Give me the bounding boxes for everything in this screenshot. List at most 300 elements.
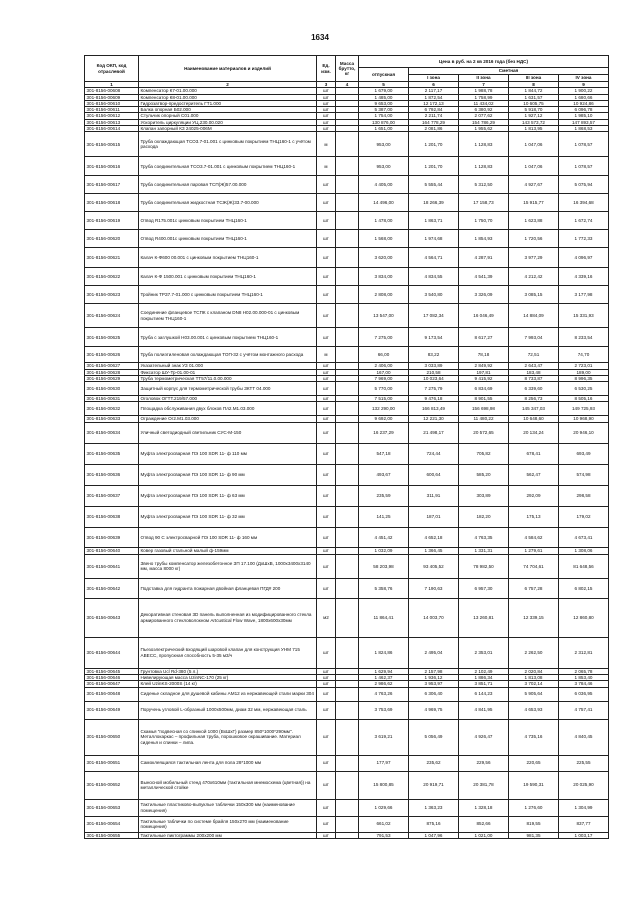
header-zone-1: I зона: [409, 75, 459, 82]
row-mass: [336, 637, 359, 668]
row-release-price: 11 864,41: [359, 598, 409, 637]
price-table: [84, 55, 609, 839]
row-code: 301-8156-00622: [85, 268, 139, 286]
row-release-price: 7 969,00: [359, 375, 409, 381]
row-price-zone-2: 1 758,99: [459, 94, 509, 100]
row-name: Сиденье складное для душевой кабины АМ12 из нержавеющей стали марки 304: [139, 687, 317, 701]
row-mass: [336, 157, 359, 176]
row-unit: м: [317, 132, 336, 157]
row-mass: [336, 212, 359, 230]
row-price-zone-2: 4 763,35: [459, 527, 509, 547]
row-name: Калач К-Ф 1500.001 с цинковым покрытием ТНЦ160-1: [139, 268, 317, 286]
row-price-zone-3: 292,09: [509, 485, 559, 506]
row-price-zone-2: 2 077,62: [459, 113, 509, 119]
row-price-zone-1: 311,91: [409, 485, 459, 506]
row-unit: шт: [317, 100, 336, 106]
row-price-zone-4: 20 025,90: [559, 771, 609, 799]
row-release-price: 953,00: [359, 132, 409, 157]
row-price-zone-1: 1 047,96: [409, 832, 459, 838]
row-price-zone-1: 3 033,89: [409, 363, 459, 369]
row-price-zone-3: 1 813,08: [509, 674, 559, 680]
row-price-zone-4: 8 505,16: [559, 396, 609, 402]
row-release-price: 13 547,00: [359, 304, 409, 328]
col-index: 9: [559, 82, 609, 88]
row-unit: шт: [317, 816, 336, 832]
row-price-zone-3: 1 047,06: [509, 132, 559, 157]
row-price-zone-1: 7 275,79: [409, 382, 459, 396]
row-name: Труба соединительная паровая ТСП(Ж)57.00.000: [139, 176, 317, 194]
row-unit: шт: [317, 687, 336, 701]
row-mass: [336, 687, 359, 701]
row-price-zone-4: 15 331,93: [559, 304, 609, 328]
row-price-zone-1: 2 157,98: [409, 668, 459, 674]
row-name: Ускоритель циркуляции УЦ.230.00.020: [139, 119, 317, 125]
row-price-zone-2: 16 046,49: [459, 304, 509, 328]
row-code: 301-8156-00632: [85, 402, 139, 416]
row-mass: [336, 701, 359, 719]
row-price-zone-2: 9 415,92: [459, 375, 509, 381]
row-unit: шт: [317, 396, 336, 402]
row-code: 301-8156-00609: [85, 94, 139, 100]
table-row: [85, 176, 609, 194]
row-code: 301-8156-00615: [85, 132, 139, 157]
table-row: [85, 485, 609, 506]
row-price-zone-3: 14 884,09: [509, 304, 559, 328]
row-price-zone-2: 11 480,22: [459, 416, 509, 422]
row-unit: шт: [317, 94, 336, 100]
table-row: [85, 402, 609, 416]
row-price-zone-3: 10 605,75: [509, 100, 559, 106]
row-release-price: 5 387,00: [359, 107, 409, 113]
row-price-zone-2: 4 541,39: [459, 268, 509, 286]
row-mass: [336, 598, 359, 637]
row-price-zone-2: 182,20: [459, 506, 509, 527]
row-name: Фиксатор ШУ-Тр-01.00-01: [139, 369, 317, 375]
row-name: Клей UzinKS-2000S (14 кг): [139, 681, 317, 687]
row-price-zone-1: 2 117,17: [409, 88, 459, 94]
row-price-zone-3: 4 212,42: [509, 268, 559, 286]
row-mass: [336, 771, 359, 799]
row-price-zone-4: 6 036,95: [559, 687, 609, 701]
row-price-zone-3: 1 623,88: [509, 212, 559, 230]
row-unit: шт: [317, 248, 336, 268]
row-price-zone-4: 693,49: [559, 443, 609, 464]
row-price-zone-3: 4 584,62: [509, 527, 559, 547]
row-unit: шт: [317, 402, 336, 416]
row-price-zone-4: 81 648,56: [559, 554, 609, 578]
table-row: [85, 286, 609, 304]
row-mass: [336, 578, 359, 598]
table-row: [85, 547, 609, 554]
row-unit: шт: [317, 668, 336, 674]
row-release-price: 4 405,00: [359, 176, 409, 194]
row-price-zone-4: 8 233,54: [559, 328, 609, 347]
row-price-zone-4: 298,58: [559, 485, 609, 506]
row-code: 301-8156-00654: [85, 816, 139, 832]
row-price-zone-4: 1 304,99: [559, 799, 609, 816]
row-price-zone-4: 2 723,01: [559, 363, 609, 369]
row-name: Поручень угловой L-образный 1000х500мм, диам 32 мм, нержавеющая сталь: [139, 701, 317, 719]
row-unit: шт: [317, 369, 336, 375]
row-unit: шт: [317, 674, 336, 680]
row-release-price: 1 032,09: [359, 547, 409, 554]
row-price-zone-4: 3 177,98: [559, 286, 609, 304]
row-code: 301-8156-00652: [85, 771, 139, 799]
row-release-price: 1 478,00: [359, 212, 409, 230]
row-name: Труба соединительная жидкостная ТСЖ(Ж)33.7-00.000: [139, 194, 317, 212]
table-row: [85, 230, 609, 248]
row-unit: м: [317, 347, 336, 363]
header-zone-4: IV зона: [559, 75, 609, 82]
row-price-zone-3: 1 631,57: [509, 94, 559, 100]
row-price-zone-3: 2 643,47: [509, 363, 559, 369]
row-price-zone-3: 1 720,56: [509, 230, 559, 248]
row-price-zone-4: 1 868,53: [559, 125, 609, 131]
row-price-zone-2: 1 988,78: [459, 88, 509, 94]
row-price-zone-3: 74 704,61: [509, 554, 559, 578]
row-price-zone-3: 3 977,29: [509, 248, 559, 268]
row-code: 301-8156-00621: [85, 248, 139, 268]
row-price-zone-2: 20 381,78: [459, 771, 509, 799]
header-name: Наименование материалов и изделий: [139, 56, 317, 82]
row-unit: м2: [317, 598, 336, 637]
row-price-zone-4: 4 673,41: [559, 527, 609, 547]
row-release-price: 5 770,00: [359, 382, 409, 396]
row-price-zone-2: 78,18: [459, 347, 509, 363]
row-code: 301-8156-00617: [85, 176, 139, 194]
row-price-zone-2: 1 886,34: [459, 674, 509, 680]
row-name: Калач К-Ф600 00.001 с цинковым покрытием ТНЦ160-1: [139, 248, 317, 268]
row-mass: [336, 832, 359, 838]
row-price-zone-3: 12 339,15: [509, 598, 559, 637]
row-code: 301-8156-00608: [85, 88, 139, 94]
row-name: Оголовок ОГТТ.219/57.000: [139, 396, 317, 402]
row-code: 301-8156-00644: [85, 637, 139, 668]
row-code: 301-8156-00650: [85, 719, 139, 755]
row-price-zone-1: 1 201,70: [409, 157, 459, 176]
row-price-zone-2: 1 750,70: [459, 212, 509, 230]
table-row: [85, 832, 609, 838]
row-price-zone-2: 303,89: [459, 485, 509, 506]
row-release-price: 3 834,00: [359, 268, 409, 286]
header-estimate: Сметная: [409, 68, 609, 75]
row-name: Муфта электросварная ПЭ 100 SDR 11- ф 63 мм: [139, 485, 317, 506]
row-price-zone-1: 3 540,80: [409, 286, 459, 304]
row-code: 301-8156-00620: [85, 230, 139, 248]
row-unit: шт: [317, 527, 336, 547]
row-name: Защитный корпус для термометрической трубы ЗКТТ 04.000: [139, 382, 317, 396]
row-unit: шт: [317, 176, 336, 194]
row-name: Скамья "подвесная со спинкой 1000 (ВхШхГ) размер 850*1000*290мм". Металлокаркас – профильная труба, порошковое окрашивание. Материал сиденья и спинки – липа.: [139, 719, 317, 755]
row-unit: шт: [317, 212, 336, 230]
row-release-price: 3 620,00: [359, 248, 409, 268]
row-code: 301-8156-00629: [85, 375, 139, 381]
table-row: [85, 464, 609, 485]
row-code: 301-8156-00610: [85, 100, 139, 106]
row-unit: шт: [317, 363, 336, 369]
row-unit: шт: [317, 113, 336, 119]
row-price-zone-3: 1 927,12: [509, 113, 559, 119]
row-unit: шт: [317, 107, 336, 113]
row-price-zone-3: 1 047,06: [509, 157, 559, 176]
row-price-zone-2: 229,56: [459, 755, 509, 771]
row-mass: [336, 248, 359, 268]
row-price-zone-4: 5 075,94: [559, 176, 609, 194]
row-price-zone-4: 10 968,90: [559, 416, 609, 422]
row-price-zone-1: 600,64: [409, 464, 459, 485]
table-row: [85, 687, 609, 701]
row-release-price: 4 763,26: [359, 687, 409, 701]
row-unit: шт: [317, 194, 336, 212]
row-price-zone-2: 6 957,30: [459, 578, 509, 598]
row-price-zone-4: 1 680,66: [559, 94, 609, 100]
row-price-zone-3: 1 813,95: [509, 125, 559, 131]
row-price-zone-1: 9 476,18: [409, 396, 459, 402]
row-unit: шт: [317, 701, 336, 719]
row-price-zone-1: 187,01: [409, 506, 459, 527]
row-code: 301-8156-00628: [85, 369, 139, 375]
row-mass: [336, 286, 359, 304]
row-price-zone-4: 2 065,78: [559, 668, 609, 674]
header-zone-2: II зона: [459, 75, 509, 82]
row-price-zone-3: 20 134,24: [509, 422, 559, 443]
row-unit: шт: [317, 464, 336, 485]
row-unit: шт: [317, 125, 336, 131]
row-price-zone-3: 6 757,28: [509, 578, 559, 598]
row-price-zone-1: 2 495,04: [409, 637, 459, 668]
row-mass: [336, 194, 359, 212]
row-price-zone-3: 3 702,14: [509, 681, 559, 687]
row-price-zone-3: 15 915,77: [509, 194, 559, 212]
row-price-zone-1: 2 211,74: [409, 113, 459, 119]
header-mass: Масса брутто, кг: [336, 56, 359, 82]
row-price-zone-4: 179,02: [559, 506, 609, 527]
row-name: Отвод 90 С электросварной ПЭ 100 SDR 11- ф 160 мм: [139, 527, 317, 547]
row-price-zone-1: 6 792,84: [409, 107, 459, 113]
table-row: [85, 799, 609, 816]
row-code: 301-8156-00630: [85, 382, 139, 396]
row-price-zone-2: 1 328,18: [459, 799, 509, 816]
row-price-zone-1: 17 082,34: [409, 304, 459, 328]
row-unit: шт: [317, 422, 336, 443]
row-mass: [336, 443, 359, 464]
row-price-zone-2: 156 698,98: [459, 402, 509, 416]
table-row: [85, 771, 609, 799]
row-price-zone-2: 6 834,69: [459, 382, 509, 396]
table-row: [85, 268, 609, 286]
row-code: 301-8156-00647: [85, 681, 139, 687]
row-price-zone-4: 1 078,57: [559, 132, 609, 157]
col-index: 6: [409, 82, 459, 88]
row-code: 301-8156-00616: [85, 157, 139, 176]
row-unit: шт: [317, 832, 336, 838]
table-row: [85, 527, 609, 547]
row-price-zone-2: 20 572,65: [459, 422, 509, 443]
table-row: [85, 248, 609, 268]
row-name: Балка опорная Б02.000: [139, 107, 317, 113]
row-price-zone-3: 819,55: [509, 816, 559, 832]
row-mass: [336, 547, 359, 554]
row-release-price: 16 237,29: [359, 422, 409, 443]
row-mass: [336, 485, 359, 506]
row-mass: [336, 328, 359, 347]
col-index: 2: [139, 82, 317, 88]
col-index: 5: [359, 82, 409, 88]
row-unit: шт: [317, 506, 336, 527]
row-unit: шт: [317, 554, 336, 578]
row-name: Труба с заглушкой Н03.00.001 с цинковым покрытием ТНЦ160-1: [139, 328, 317, 347]
row-price-zone-3: 7 993,04: [509, 328, 559, 347]
row-release-price: 7 515,00: [359, 396, 409, 402]
row-release-price: 547,18: [359, 443, 409, 464]
row-price-zone-1: 20 919,71: [409, 771, 459, 799]
row-code: 301-8156-00624: [85, 304, 139, 328]
col-index: 8: [509, 82, 559, 88]
header-unit: Ед. изм.: [317, 56, 336, 82]
row-price-zone-3: 4 653,93: [509, 701, 559, 719]
row-name: Муфта электросварная ПЭ 100 SDR 11- ф 32 мм: [139, 506, 317, 527]
row-release-price: 3 619,21: [359, 719, 409, 755]
row-release-price: 58 203,98: [359, 554, 409, 578]
row-mass: [336, 816, 359, 832]
row-price-zone-3: 2 262,50: [509, 637, 559, 668]
row-price-zone-1: 14 003,70: [409, 598, 459, 637]
row-code: 301-8156-00648: [85, 687, 139, 701]
table-row: [85, 194, 609, 212]
row-price-zone-1: 93 405,52: [409, 554, 459, 578]
row-unit: шт: [317, 771, 336, 799]
row-release-price: 167,00: [359, 369, 409, 375]
row-code: 301-8156-00613: [85, 119, 139, 125]
row-code: 301-8156-00618: [85, 194, 139, 212]
row-price-zone-2: 1 128,83: [459, 157, 509, 176]
col-index: 3: [317, 82, 336, 88]
row-code: 301-8156-00634: [85, 422, 139, 443]
row-release-price: 1 462,37: [359, 674, 409, 680]
row-name: Стульчик опорный С01.000: [139, 113, 317, 119]
row-name: Труба охлаждающая ТСО3.7-01.001 с цинковым покрытием ТНЦ160-1 с учётом расхода: [139, 132, 317, 157]
row-price-zone-4: 574,98: [559, 464, 609, 485]
row-code: 301-8156-00635: [85, 443, 139, 464]
row-price-zone-1: 3 953,97: [409, 681, 459, 687]
col-index: 1: [85, 82, 139, 88]
row-unit: шт: [317, 637, 336, 668]
row-release-price: 2 986,62: [359, 681, 409, 687]
row-price-zone-1: 83,22: [409, 347, 459, 363]
row-price-zone-3: 183,48: [509, 369, 559, 375]
row-price-zone-2: 585,20: [459, 464, 509, 485]
table-row: [85, 212, 609, 230]
row-price-zone-2: 1 854,93: [459, 230, 509, 248]
row-price-zone-3: 3 085,15: [509, 286, 559, 304]
row-mass: [336, 755, 359, 771]
row-name: Гидрозатвор-предостеритель ГТ1.000: [139, 100, 317, 106]
row-mass: [336, 719, 359, 755]
row-unit: шт: [317, 382, 336, 396]
row-price-zone-4: 4 757,41: [559, 701, 609, 719]
row-code: 301-8156-00653: [85, 799, 139, 816]
row-code: 301-8156-00625: [85, 328, 139, 347]
row-price-zone-3: 5 905,64: [509, 687, 559, 701]
row-price-zone-1: 724,44: [409, 443, 459, 464]
row-name: Звено трубы компенсатор железобетонное ЗП 17.100 (ДхШхВ, 1000х3400х3140 мм, масса 8000 кг): [139, 554, 317, 578]
row-price-zone-3: 1 279,61: [509, 547, 559, 554]
row-unit: шт: [317, 485, 336, 506]
row-name: Площадка обслуживания двух блоков Пл2.М1.03.000: [139, 402, 317, 416]
row-price-zone-1: 1 366,45: [409, 547, 459, 554]
row-price-zone-2: 13 260,81: [459, 598, 509, 637]
row-price-zone-2: 6 380,92: [459, 107, 509, 113]
row-price-zone-2: 3 851,71: [459, 681, 509, 687]
row-price-zone-4: 4 339,16: [559, 268, 609, 286]
row-release-price: 493,67: [359, 464, 409, 485]
row-price-zone-3: 10 648,60: [509, 416, 559, 422]
row-price-zone-4: 16 394,68: [559, 194, 609, 212]
row-code: 301-8156-00637: [85, 485, 139, 506]
table-row: [85, 816, 609, 832]
row-release-price: 3 753,69: [359, 701, 409, 719]
row-unit: шт: [317, 755, 336, 771]
row-price-zone-2: 2 849,92: [459, 363, 509, 369]
row-price-zone-2: 2 102,49: [459, 668, 509, 674]
row-unit: шт: [317, 119, 336, 125]
row-price-zone-1: 4 564,71: [409, 248, 459, 268]
row-name: Отвод R400.001с цинковым покрытием ТНЦ160-1: [139, 230, 317, 248]
row-price-zone-2: 4 926,47: [459, 719, 509, 755]
row-code: 301-8156-00643: [85, 598, 139, 637]
row-price-zone-1: 166 813,49: [409, 402, 459, 416]
row-release-price: 1 629,94: [359, 668, 409, 674]
row-code: 301-8156-00633: [85, 416, 139, 422]
row-price-zone-2: 197,81: [459, 369, 509, 375]
row-name: Тактильные пластиково-выпуклые таблички 150х300 мм (наименование помещения): [139, 799, 317, 816]
row-price-zone-4: 225,55: [559, 755, 609, 771]
row-release-price: 1 651,00: [359, 125, 409, 131]
row-price-zone-4: 1 853,40: [559, 674, 609, 680]
row-price-zone-4: 837,77: [559, 816, 609, 832]
row-unit: шт: [317, 578, 336, 598]
row-price-zone-2: 78 982,50: [459, 554, 509, 578]
row-price-zone-4: 6 530,25: [559, 382, 609, 396]
row-name: Муфта электросварная ПЭ 100 SDR 11- ф 110 мм: [139, 443, 317, 464]
row-mass: [336, 506, 359, 527]
table-row: [85, 132, 609, 157]
row-price-zone-3: 2 020,84: [509, 668, 559, 674]
row-price-zone-3: 981,35: [509, 832, 559, 838]
row-mass: [336, 464, 359, 485]
col-index: 7: [459, 82, 509, 88]
row-price-zone-1: 1 363,23: [409, 799, 459, 816]
row-price-zone-3: 678,41: [509, 443, 559, 464]
row-price-zone-1: 875,16: [409, 816, 459, 832]
row-mass: [336, 176, 359, 194]
row-price-zone-1: 9 173,54: [409, 328, 459, 347]
row-price-zone-1: 5 555,44: [409, 176, 459, 194]
table-row: [85, 506, 609, 527]
row-price-zone-4: 1 003,17: [559, 832, 609, 838]
row-price-zone-4: 1 900,22: [559, 88, 609, 94]
row-price-zone-3: 220,65: [509, 755, 559, 771]
row-code: 301-8156-00631: [85, 396, 139, 402]
table-row: [85, 382, 609, 396]
table-row: [85, 701, 609, 719]
row-code: 301-8156-00642: [85, 578, 139, 598]
row-price-zone-2: 8 901,55: [459, 396, 509, 402]
row-code: 301-8156-00636: [85, 464, 139, 485]
row-price-zone-4: 10 924,86: [559, 100, 609, 106]
table-row: [85, 304, 609, 328]
row-price-zone-4: 6 802,15: [559, 578, 609, 598]
